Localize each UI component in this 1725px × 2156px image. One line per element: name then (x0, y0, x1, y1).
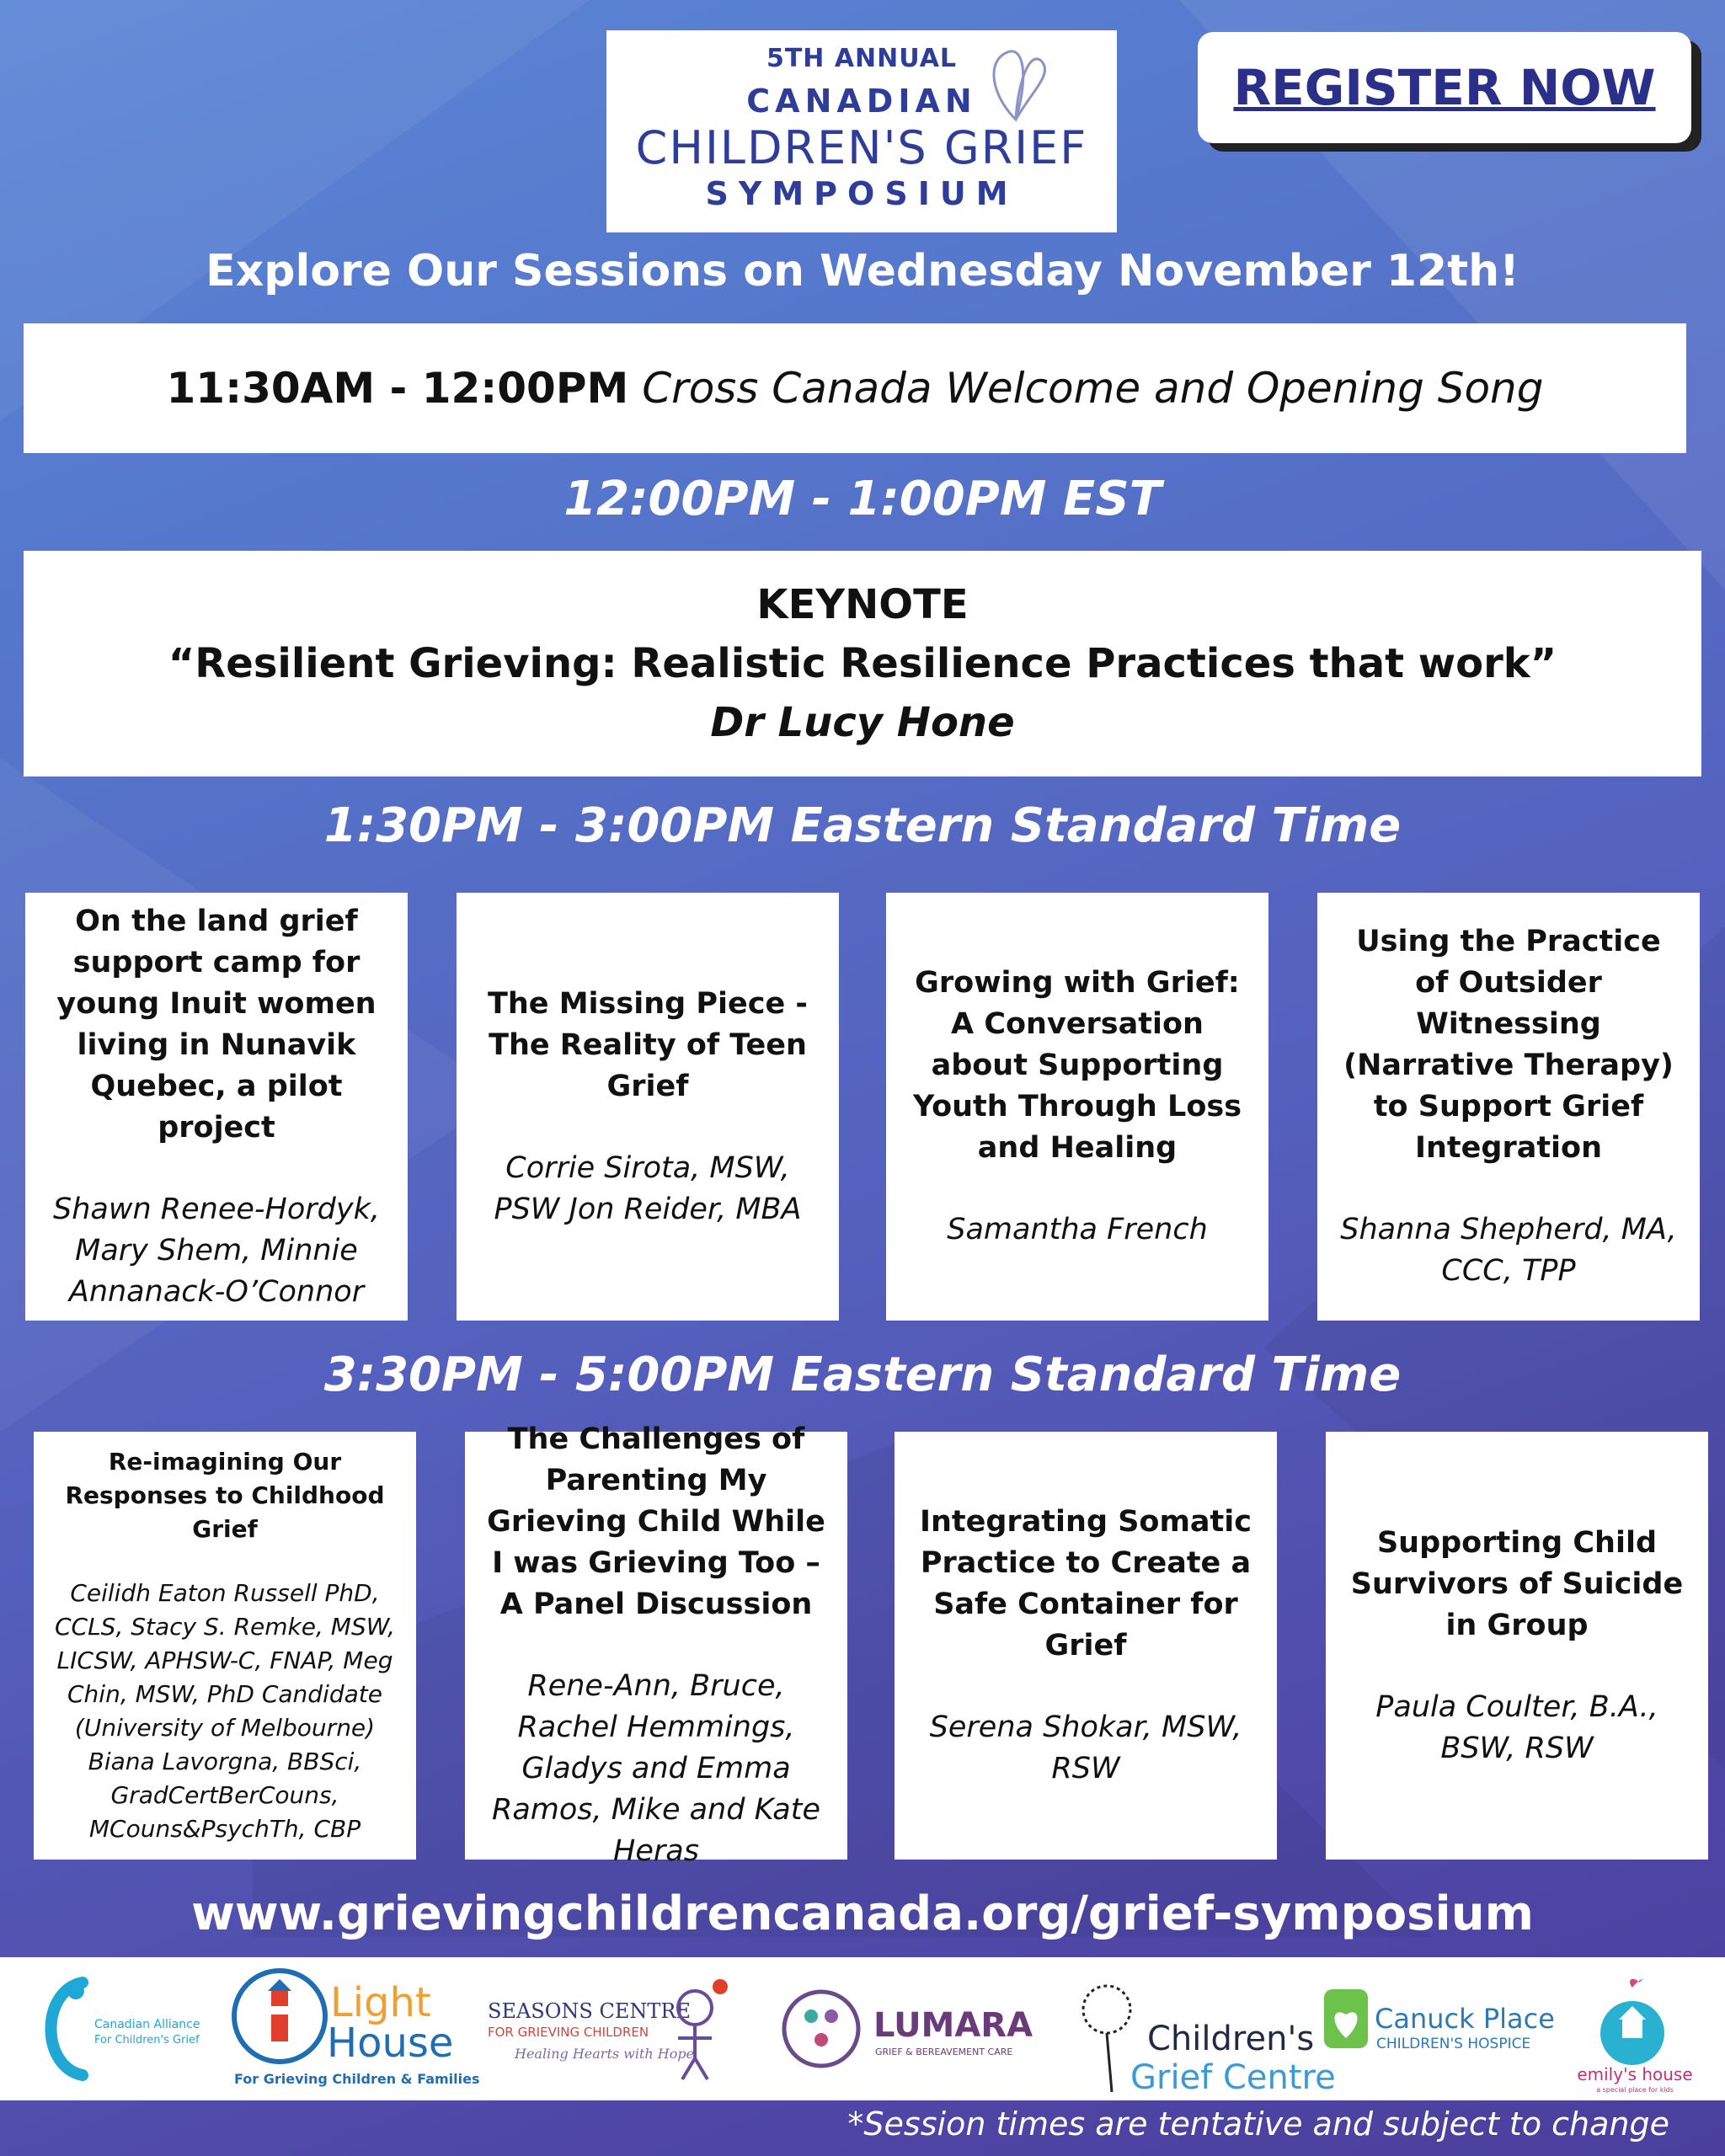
session2-time: 3:30PM - 5:00PM Eastern Standard Time (323, 1348, 1402, 1402)
seasons-child-icon (484, 1957, 754, 2100)
session-card (25, 893, 408, 1321)
session-card (457, 893, 839, 1321)
lumara-name: LUMARA (873, 2006, 1033, 2045)
website-link[interactable]: www.grievingchildrencanada.org/grief-symposium (191, 1886, 1534, 1941)
tentative-note: *Session times are tentative and subject to change (847, 2105, 1669, 2143)
session-card (465, 1422, 847, 1868)
keynote-band (24, 551, 1701, 776)
seasons-tagline: Healing Hearts with Hope (515, 2046, 695, 2062)
canuck-heart-icon (1321, 1957, 1557, 2100)
session-speakers: Rene-Ann, Bruce, Rachel Hemmings, Gladys and Emma Ramos, Mike and Kate Heras (492, 1669, 820, 1868)
symposium-logo (606, 30, 1117, 232)
session-speakers: Samantha French (947, 1213, 1208, 1246)
session-card (34, 1432, 416, 1860)
page-headline: Explore Our Sessions on Wednesday November 12th! (206, 246, 1519, 296)
session-title: On the land grief support camp for young Inuit women living in Nunavik Quebec, a pilot project (56, 904, 377, 1145)
session-speakers: Serena Shokar, MSW, RSW (929, 1710, 1242, 1785)
session-title: Growing with Grief: A Conversation about Supporting Youth Through Loss and Healing (912, 966, 1242, 1165)
lighthouse-line2: House (327, 2020, 454, 2067)
session1-time: 1:30PM - 3:00PM Eastern Standard Time (323, 798, 1402, 853)
session-speakers: Ceilidh Eaton Russell PhD, CCLS, Stacy S. Remke, MSW, LICSW, APHSW-C, FNAP, Meg Chin, MSW, PhD Candidate (University of Melbourne) Biana Lavorgna, BBSci, GradCertBerCouns, MCouns&PsychTh, CBP (54, 1579, 396, 1843)
seasons-line1: SEASONS CENTRE (488, 1999, 691, 2023)
logo-canadian: CANADIAN (746, 83, 977, 120)
session-title: Using the Practice of Outsider Witnessing (Narrative Therapy) to Support Grief Integration (1343, 925, 1674, 1165)
sponsor-cgc-logo (1068, 1957, 1336, 2100)
session-title: Integrating Somatic Practice to Create a Safe Container for Grief (919, 1505, 1252, 1662)
lumara-emblem-icon (779, 1957, 1032, 2100)
welcome-time: 11:30AM - 12:00PM (166, 364, 629, 413)
cgc-line1: Children's (1147, 2020, 1315, 2058)
canuck-line2: CHILDREN'S HOSPICE (1376, 2036, 1531, 2052)
session-speakers: Shanna Shepherd, MA, CCC, TPP (1340, 1213, 1677, 1288)
session-card (886, 893, 1268, 1321)
session-speakers: Corrie Sirota, MSW, PSW Jon Reider, MBA (494, 1150, 802, 1226)
cacg-emblem-icon (24, 1957, 209, 2100)
cacg-line2: For Children's Grief (94, 2034, 200, 2047)
lighthouse-tagline: For Grieving Children & Families (234, 2071, 480, 2087)
session-speakers: Paula Coulter, B.A., BSW, RSW (1375, 1689, 1658, 1765)
dandelion-icon (1068, 1957, 1336, 2100)
session-title: The Challenges of Parenting My Grieving Child While I was Grieving Too – A Panel Discussion (487, 1422, 825, 1621)
welcome-band (24, 323, 1686, 453)
register-now-button[interactable]: REGISTER NOW (1198, 32, 1691, 143)
session-title: Supporting Child Survivors of Suicide in Group (1350, 1525, 1684, 1642)
sponsor-strip (0, 1957, 1725, 2100)
session-card (895, 1432, 1277, 1860)
keynote-speaker: Dr Lucy Hone (710, 699, 1015, 746)
keynote-label: KEYNOTE (756, 581, 969, 628)
sponsor-lighthouse-logo (227, 1957, 480, 2100)
lighthouse-line1: Light (330, 1979, 431, 2026)
sponsor-cacg-logo (24, 1957, 209, 2100)
logo-childrens-grief: CHILDREN'S GRIEF (635, 121, 1088, 174)
keynote-title: “Resilient Grieving: Realistic Resilience Practices that work” (168, 640, 1557, 687)
logo-annual: 5TH ANNUAL (766, 44, 958, 73)
cacg-line1: Canadian Alliance (94, 2018, 200, 2031)
emily-name: emily's house (1577, 2064, 1693, 2084)
sponsor-emily-logo (1572, 1957, 1698, 2100)
sponsor-seasons-logo (484, 1957, 754, 2100)
welcome-title: Cross Canada Welcome and Opening Song (642, 364, 1544, 413)
keynote-time: 12:00PM - 1:00PM EST (563, 472, 1162, 526)
session-speakers: Shawn Renee-Hordyk, Mary Shem, Minnie Annanack-O’Connor (53, 1192, 380, 1309)
canuck-line1: Canuck Place (1375, 2003, 1555, 2035)
lumara-tagline: GRIEF & BEREAVEMENT CARE (875, 2047, 1013, 2057)
sponsor-canuck-logo (1321, 1957, 1557, 2100)
logo-symposium: SYMPOSIUM (705, 175, 1018, 212)
cgc-line2: Grief Centre (1130, 2058, 1336, 2097)
seasons-line2: FOR GRIEVING CHILDREN (488, 2025, 649, 2040)
session-card (1326, 1432, 1708, 1860)
sponsor-lumara-logo (779, 1957, 1032, 2100)
session-title: Re-imagining Our Responses to Childhood Grief (65, 1448, 385, 1543)
lighthouse-icon (227, 1957, 480, 2100)
emily-tagline: a special place for kids (1596, 2086, 1674, 2094)
emily-house-icon (1572, 1957, 1698, 2100)
session-title: The Missing Piece - The Reality of Teen Grief (488, 986, 808, 1103)
session-card (1317, 893, 1700, 1321)
